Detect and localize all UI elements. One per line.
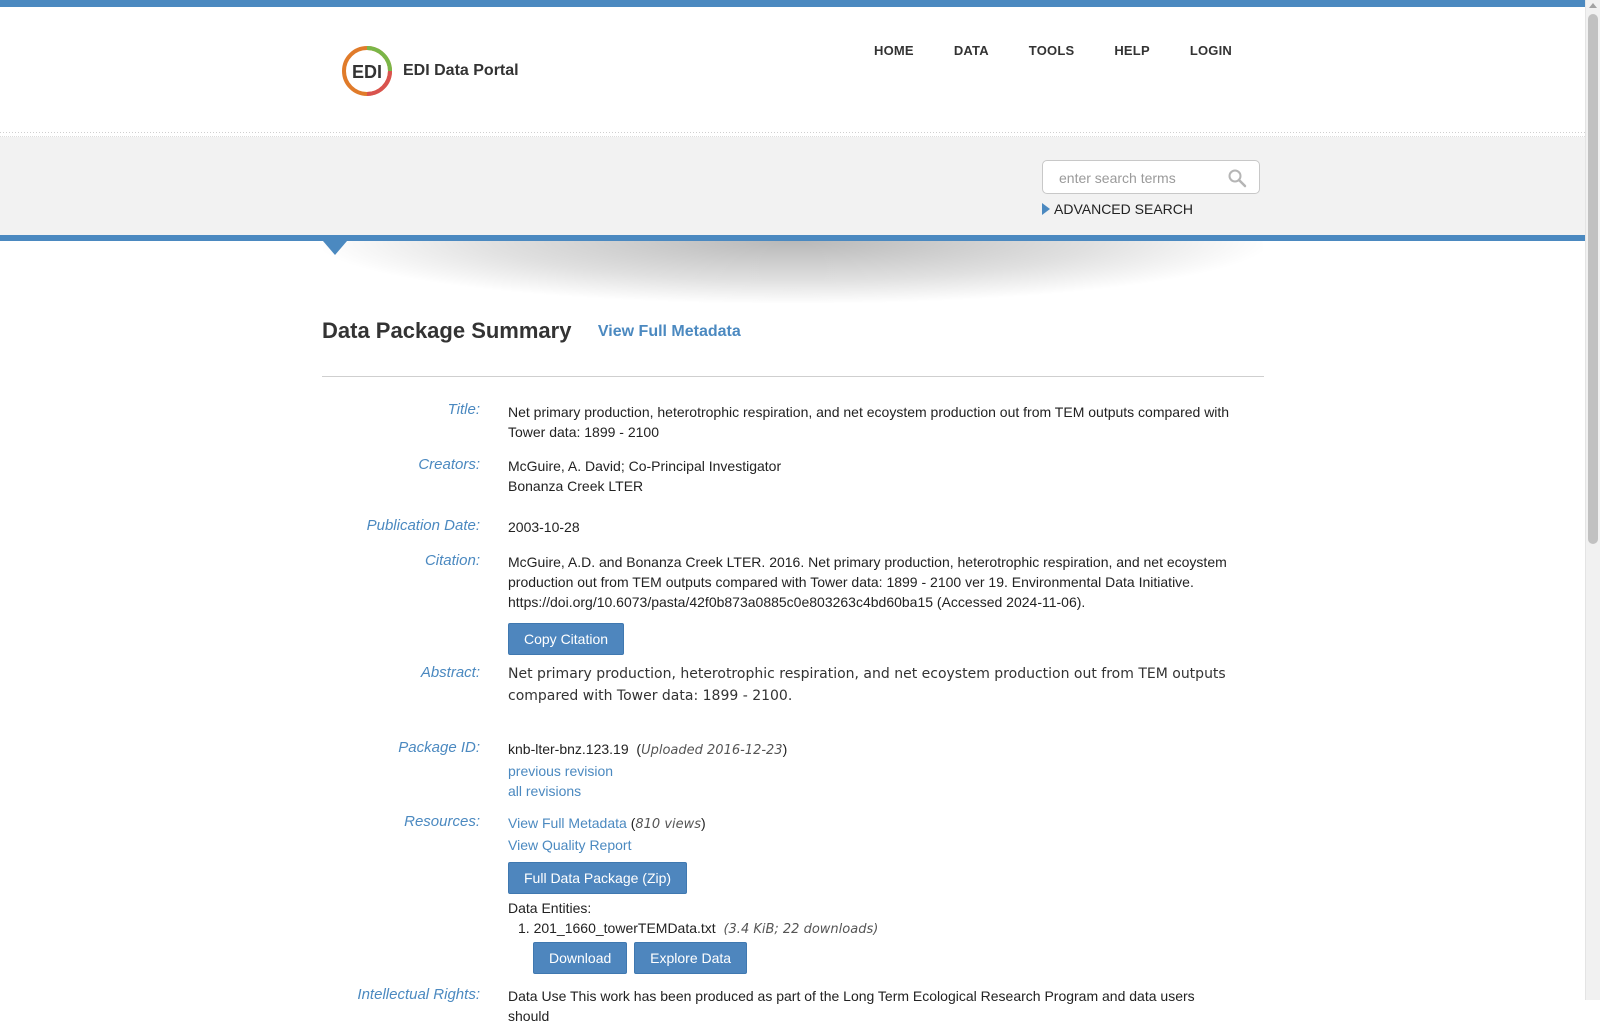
creator-2: Bonanza Creek LTER: [508, 478, 644, 494]
search-icon[interactable]: [1227, 168, 1247, 188]
page-title: Data Package Summary: [322, 318, 572, 343]
resources-view-full-metadata-link[interactable]: View Full Metadata: [508, 815, 627, 831]
title-line-2: Tower data: 1899 - 2100: [508, 424, 659, 440]
resources-label: Resources:: [404, 813, 480, 830]
triangle-right-icon: [1042, 203, 1050, 215]
full-data-package-zip-button[interactable]: Full Data Package (Zip): [508, 862, 687, 894]
scroll-up-arrow-icon[interactable]: [1589, 3, 1597, 8]
search-box: [1042, 160, 1260, 194]
view-full-metadata-link[interactable]: View Full Metadata: [597, 323, 741, 340]
data-entity-item: [508, 918, 1238, 940]
search-input[interactable]: [1057, 169, 1221, 187]
advanced-search-label: ADVANCED SEARCH: [1054, 201, 1193, 217]
citation-label: Citation:: [424, 552, 480, 569]
search-band: [0, 137, 1585, 235]
title-value: [508, 402, 1238, 442]
site-logo[interactable]: [341, 45, 519, 97]
citation-line-2: production out from TEM outputs compared with Tower data: 1899 - 2100 ver 19. Environmental Data Initiative.: [508, 574, 1194, 590]
top-accent-bar: [0, 0, 1585, 7]
nav-help[interactable]: HELP: [1114, 43, 1150, 58]
all-revisions-link[interactable]: all revisions: [508, 783, 582, 799]
creators-value: [508, 456, 1238, 496]
creator-1: McGuire, A. David; Co-Principal Investigator: [508, 458, 782, 474]
package-id-value: knb-lter-bnz.123.19 (Uploaded 2016-12-23) previous revision all revisions: [508, 741, 788, 799]
publication-date-label: Publication Date:: [366, 517, 480, 534]
data-entities-label: Data Entities:: [508, 900, 592, 916]
abstract-line-1: Net primary production, heterotrophic respiration, and net ecoystem production out from TEM outputs: [508, 666, 1226, 682]
abstract-line-2: compared with Tower data: 1899 - 2100.: [508, 688, 793, 704]
nav-home[interactable]: HOME: [874, 43, 914, 58]
heading-divider: [322, 376, 1264, 377]
main-nav: [874, 43, 1272, 58]
views-count: 810 views: [635, 817, 702, 832]
site-header: [0, 7, 1585, 133]
site-name: EDI Data Portal: [403, 62, 519, 79]
edi-logo-icon: [341, 45, 393, 97]
nav-tools[interactable]: TOOLS: [1028, 43, 1075, 58]
abstract-value: [508, 663, 1238, 707]
citation-line-3: https://doi.org/10.6073/pasta/42f0b873a0885c0e803263c4bd60ba15 (Accessed 2024-11-06).: [508, 594, 1086, 610]
view-quality-report-link[interactable]: View Quality Report: [508, 837, 632, 853]
svg-text:EDI: EDI: [351, 62, 383, 82]
decorative-shadow: [323, 241, 1263, 303]
citation-value: [508, 552, 1238, 655]
package-id-label: Package ID:: [398, 739, 480, 756]
entity-index: 1.: [518, 920, 530, 936]
title-line-1: Net primary production, heterotrophic respiration, and net ecoystem production out from TEM outputs compared with: [508, 404, 1230, 420]
publication-date-value: 2003-10-28: [508, 519, 580, 535]
creators-label: Creators:: [418, 456, 480, 473]
download-button[interactable]: Download: [533, 942, 627, 974]
upload-date: Uploaded 2016-12-23: [641, 743, 783, 758]
intellectual-rights-label: Intellectual Rights:: [357, 986, 480, 1003]
entity-meta: (3.4 KiB; 22 downloads): [723, 922, 879, 937]
entity-name: 201_1660_towerTEMData.txt: [533, 920, 716, 936]
resources-value: View Full Metadata (810 views) View Quality Report Full Data Package (Zip) Data Entities: 1. 201_1660_towerTEMData.txt (3.4 KiB; 22 downloads) Download Explore Data: [508, 813, 1238, 974]
scrollbar-thumb[interactable]: [1588, 14, 1598, 544]
summary-heading: [322, 318, 1264, 344]
copy-citation-button[interactable]: Copy Citation: [508, 623, 624, 655]
intellectual-rights-value: Data Use This work has been produced as part of the Long Term Ecological Research Program and data users should: [508, 988, 1195, 1024]
abstract-label: Abstract:: [420, 664, 480, 681]
nav-data[interactable]: DATA: [953, 43, 989, 58]
explore-data-button[interactable]: Explore Data: [634, 942, 747, 974]
previous-revision-link[interactable]: previous revision: [508, 763, 614, 779]
nav-login[interactable]: LOGIN: [1189, 43, 1232, 58]
package-id: knb-lter-bnz.123.19: [508, 741, 629, 757]
pointer-triangle-icon: [323, 241, 347, 255]
title-label: Title:: [447, 401, 480, 418]
advanced-search-toggle[interactable]: [1042, 201, 1193, 217]
page-scrollbar[interactable]: [1585, 0, 1600, 1000]
citation-line-1: McGuire, A.D. and Bonanza Creek LTER. 2016. Net primary production, heterotrophic respiration, and net ecoystem: [508, 554, 1227, 570]
